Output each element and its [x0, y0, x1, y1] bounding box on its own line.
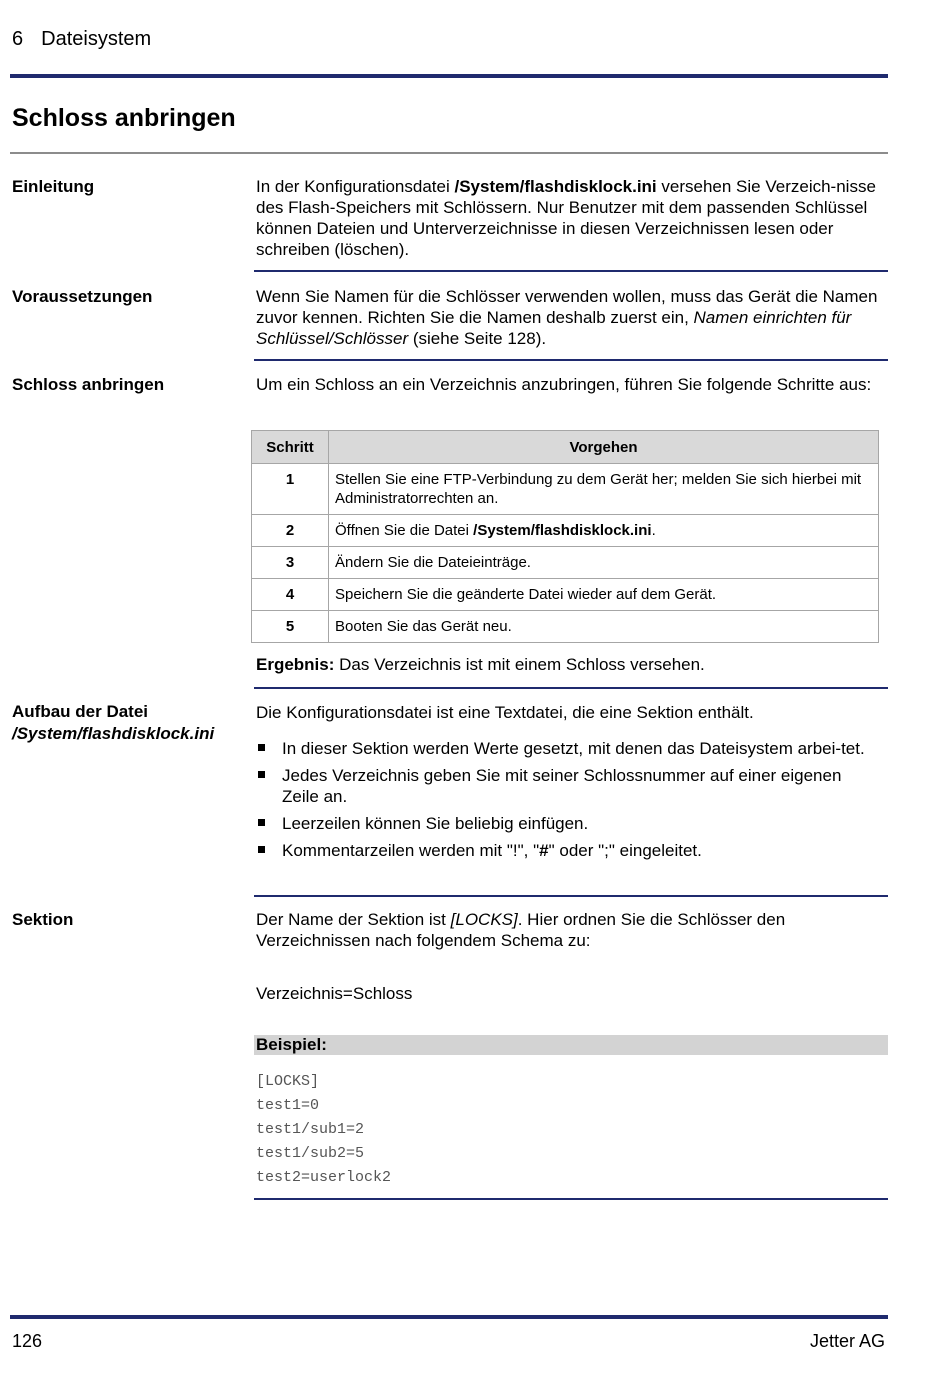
bullet-text-pre: Kommentarzeilen werden mit "!", " [282, 841, 540, 860]
title-rule [10, 152, 888, 154]
text-sektion [256, 909, 880, 951]
einleitung-file-path: /System/flashdisklock.ini [454, 177, 657, 196]
section-divider [254, 895, 888, 897]
table-row [252, 579, 879, 611]
steps-table [251, 430, 879, 643]
step-file-path: /System/flashdisklock.ini [473, 522, 652, 539]
text-schloss-intro: Um ein Schloss an ein Verzeichnis anzubringen, führen Sie folgende Schritte aus: [256, 375, 872, 394]
label-voraussetzungen: Voraussetzungen [12, 287, 153, 306]
cross-reference-link[interactable]: Namen einrichten für Schlüssel/Schlösser [256, 308, 852, 348]
code-line: [LOCKS] [256, 1073, 320, 1090]
list-item [256, 840, 880, 861]
bullet-square-icon [258, 744, 265, 751]
result-line [256, 654, 880, 675]
label-aufbau [12, 701, 242, 744]
bullet-square-icon [258, 846, 265, 853]
bullet-text: In dieser Sektion werden Werte gesetzt, mit denen das Dateisystem arbei-tet. [282, 739, 865, 758]
header-rule [10, 74, 888, 78]
page-title: Schloss anbringen [12, 104, 236, 132]
result-text: Das Verzeichnis ist mit einem Schloss versehen. [334, 655, 705, 674]
table-row [252, 611, 879, 643]
chapter-title: Dateisystem [41, 28, 152, 50]
result-label: Ergebnis: [256, 655, 335, 674]
running-header [12, 28, 151, 51]
footer-rule [10, 1315, 888, 1319]
table-row [252, 547, 879, 579]
sektion-text-post: . Hier ordnen Sie die Schlösser den Verzeichnissen nach folgendem Schema zu: [256, 910, 786, 950]
section-divider [254, 359, 888, 361]
text-aufbau-intro: Die Konfigurationsdatei ist eine Textdatei, die eine Sektion enthält. [256, 703, 754, 722]
schema-line: Verzeichnis=Schloss [256, 984, 413, 1003]
table-row [252, 515, 879, 547]
bullet-square-icon [258, 771, 265, 778]
label-sektion: Sektion [12, 910, 74, 929]
step-text-pre: Öffnen Sie die Datei [335, 522, 474, 539]
einleitung-text-pre: In der Konfigurationsdatei [256, 177, 455, 196]
code-line: test1/sub1=2 [256, 1121, 365, 1138]
voraussetzungen-text-post: (siehe Seite 128). [408, 329, 547, 348]
example-heading: Beispiel: [256, 1035, 327, 1054]
voraussetzungen-text-pre: Wenn Sie Namen für die Schlösser verwenden wollen, muss das Gerät die Namen zuvor kennen. Richten Sie die Namen deshalb zuerst ein, [256, 287, 878, 327]
list-item [256, 738, 880, 759]
table-header-step: Schritt [252, 431, 329, 464]
example-heading-bar [254, 1035, 888, 1055]
step-number: 5 [252, 611, 329, 643]
chapter-number: 6 [12, 28, 24, 50]
page-number: 126 [12, 1331, 43, 1351]
section-divider [254, 270, 888, 272]
sektion-locks-name: [LOCKS] [450, 910, 518, 929]
step-number: 2 [252, 515, 329, 547]
step-text: Speichern Sie die geänderte Datei wieder auf dem Gerät. [329, 579, 879, 611]
bullet-text-bold: # [539, 841, 549, 860]
bullet-text-post: " oder ";" eingeleitet. [548, 841, 702, 860]
list-item [256, 813, 880, 834]
step-number: 4 [252, 579, 329, 611]
text-voraussetzungen [256, 286, 880, 349]
code-line: test2=userlock2 [256, 1169, 392, 1186]
step-text [329, 515, 879, 547]
section-divider [254, 687, 888, 689]
bullet-square-icon [258, 819, 265, 826]
step-text: Stellen Sie eine FTP-Verbindung zu dem Gerät her; melden Sie sich hierbei mit Administratorrechten an. [329, 464, 879, 515]
company-name: Jetter AG [809, 1331, 885, 1351]
step-number: 3 [252, 547, 329, 579]
step-text: Ändern Sie die Dateieinträge. [329, 547, 879, 579]
list-item [256, 765, 880, 807]
section-divider [254, 1198, 888, 1200]
bullet-list [256, 738, 880, 867]
table-row [252, 464, 879, 515]
step-number: 1 [252, 464, 329, 515]
label-schloss-anbringen: Schloss anbringen [12, 375, 165, 394]
text-einleitung [256, 176, 880, 260]
label-aufbau-file-path: /System/flashdisklock.ini [12, 724, 215, 743]
sektion-text-pre: Der Name der Sektion ist [256, 910, 451, 929]
einleitung-text-post: versehen Sie Verzeich-nisse des Flash-Speichers mit Schlössern. Nur Benutzer mit dem passenden Schlüssel können Dateien und Unterverzeichnisse in diesen Verzeichnissen lesen oder schreiben (löschen). [256, 177, 876, 259]
label-aufbau-line1: Aufbau der Datei [12, 702, 149, 721]
code-line: test1=0 [256, 1097, 320, 1114]
table-header-action: Vorgehen [329, 431, 879, 464]
step-text: Booten Sie das Gerät neu. [329, 611, 879, 643]
step-text-post: . [651, 522, 656, 539]
code-example [256, 1070, 391, 1190]
bullet-text: Jedes Verzeichnis geben Sie mit seiner Schlossnummer auf einer eigenen Zeile an. [282, 766, 842, 806]
code-line: test1/sub2=5 [256, 1145, 365, 1162]
bullet-text: Leerzeilen können Sie beliebig einfügen. [282, 814, 589, 833]
label-einleitung: Einleitung [12, 177, 95, 196]
